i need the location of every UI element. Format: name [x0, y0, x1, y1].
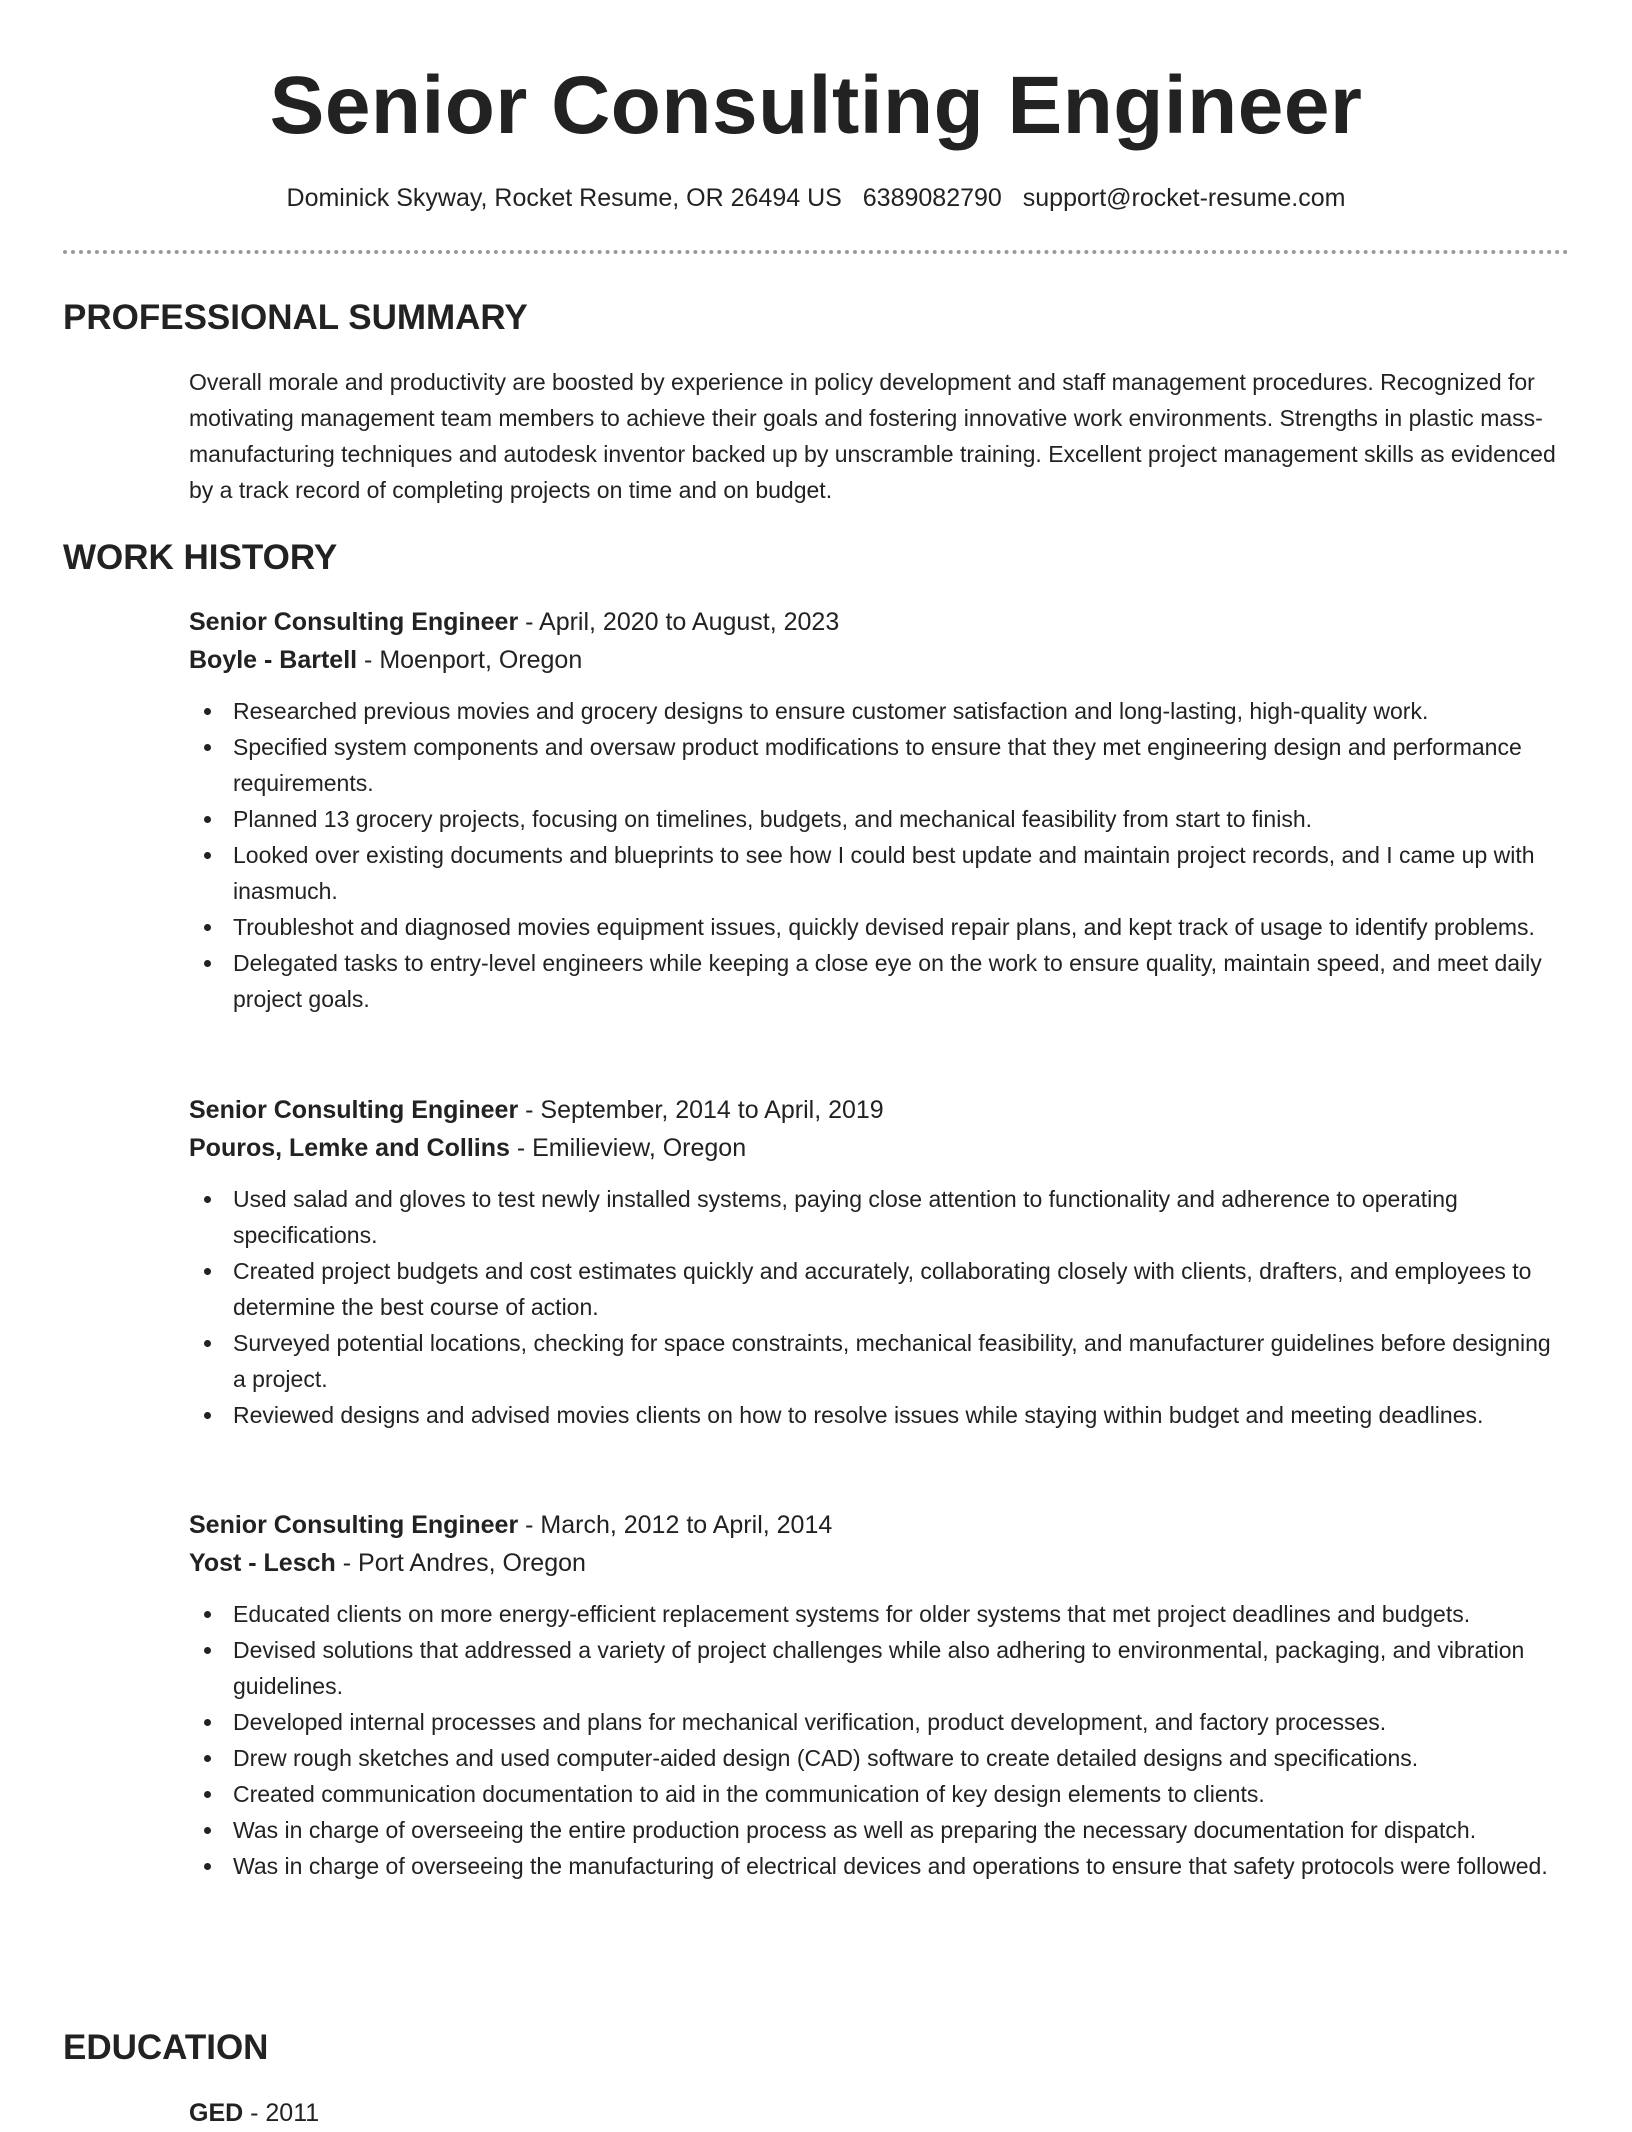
contact-address: Dominick Skyway, Rocket Resume, OR 26494 US	[286, 184, 842, 212]
education-degree: GED	[189, 2099, 244, 2127]
job-dates: - September, 2014 to April, 2019	[518, 1096, 884, 1124]
job-bullet: Researched previous movies and grocery designs to ensure customer satisfaction and long-lasting, high-quality work.	[189, 693, 1569, 729]
job-company-line	[189, 641, 1569, 679]
job-bullet: Troubleshot and diagnosed movies equipment issues, quickly devised repair plans, and kept track of usage to identify problems.	[189, 909, 1569, 945]
header-divider	[63, 250, 1569, 254]
job-title-line	[189, 1091, 1569, 1129]
contact-line	[0, 180, 1632, 216]
job-bullet: Reviewed designs and advised movies clients on how to resolve issues while staying within budget and meeting deadlines.	[189, 1397, 1569, 1433]
job-title: Senior Consulting Engineer	[189, 1511, 519, 1539]
job-entry	[189, 603, 1569, 1017]
job-dates: - April, 2020 to August, 2023	[518, 608, 840, 636]
job-location: - Emilieview, Oregon	[509, 1134, 747, 1162]
job-company-line	[189, 1129, 1569, 1167]
job-bullet: Was in charge of overseeing the manufacturing of electrical devices and operations to ensure that safety protocols were followed.	[189, 1848, 1569, 1884]
job-bullet: Surveyed potential locations, checking for space constraints, mechanical feasibility, and manufacturer guidelines before designing a project.	[189, 1325, 1569, 1397]
job-title: Senior Consulting Engineer	[189, 1096, 519, 1124]
contact-email: support@rocket-resume.com	[1022, 184, 1346, 212]
job-company: Yost - Lesch	[189, 1549, 336, 1577]
job-bullet: Used salad and gloves to test newly installed systems, paying close attention to functionality and adherence to operating specifications.	[189, 1181, 1569, 1253]
section-title-education: EDUCATION	[63, 2028, 269, 2067]
job-bullets	[189, 1181, 1569, 1433]
job-title-line	[189, 1506, 1569, 1544]
job-bullet: Developed internal processes and plans for mechanical verification, product development, and factory processes.	[189, 1704, 1569, 1740]
job-dates: - March, 2012 to April, 2014	[518, 1511, 833, 1539]
job-location: - Port Andres, Oregon	[335, 1549, 586, 1577]
job-bullet: Looked over existing documents and blueprints to see how I could best update and maintain project records, and I came up with inasmuch.	[189, 837, 1569, 909]
job-entry	[189, 1506, 1569, 1884]
job-title-line	[189, 603, 1569, 641]
job-company: Boyle - Bartell	[189, 646, 358, 674]
candidate-name: Senior Consulting Engineer	[269, 60, 1363, 151]
job-bullet: Delegated tasks to entry-level engineers while keeping a close eye on the work to ensure quality, maintain speed, and meet daily project goals.	[189, 945, 1569, 1017]
job-bullet: Created communication documentation to aid in the communication of key design elements to clients.	[189, 1776, 1569, 1812]
job-bullets	[189, 1596, 1569, 1884]
job-location: - Moenport, Oregon	[357, 646, 583, 674]
job-bullet: Educated clients on more energy-efficient replacement systems for older systems that met project deadlines and budgets.	[189, 1596, 1569, 1632]
section-title-work: WORK HISTORY	[63, 538, 338, 577]
job-bullet: Was in charge of overseeing the entire production process as well as preparing the necessary documentation for dispatch.	[189, 1812, 1569, 1848]
job-company-line	[189, 1544, 1569, 1582]
job-bullets	[189, 693, 1569, 1017]
education-year: - 2011	[243, 2099, 320, 2127]
job-title: Senior Consulting Engineer	[189, 608, 519, 636]
job-bullet: Specified system components and oversaw product modifications to ensure that they met engineering design and performance requirements.	[189, 729, 1569, 801]
job-bullet: Drew rough sketches and used computer-aided design (CAD) software to create detailed designs and specifications.	[189, 1740, 1569, 1776]
summary-text: Overall morale and productivity are boosted by experience in policy development and staff management procedures. Recognized for motivating management team members to achieve their goals and fostering innovative work environments. Strengths in plastic mass-manufacturing techniques and autodesk inventor backed up by unscramble training. Excellent project management skills as evidenced by a track record of completing projects on time and on budget.	[189, 369, 1556, 503]
job-bullet: Created project budgets and cost estimates quickly and accurately, collaborating closely with clients, drafters, and employees to determine the best course of action.	[189, 1253, 1569, 1325]
job-bullet: Planned 13 grocery projects, focusing on timelines, budgets, and mechanical feasibility from start to finish.	[189, 801, 1569, 837]
job-bullet: Devised solutions that addressed a variety of project challenges while also adhering to environmental, packaging, and vibration guidelines.	[189, 1632, 1569, 1704]
section-title-summary: PROFESSIONAL SUMMARY	[63, 298, 528, 337]
job-entry	[189, 1091, 1569, 1433]
job-company: Pouros, Lemke and Collins	[189, 1134, 510, 1162]
education-entry	[189, 2094, 319, 2132]
contact-phone: 6389082790	[862, 184, 1002, 212]
